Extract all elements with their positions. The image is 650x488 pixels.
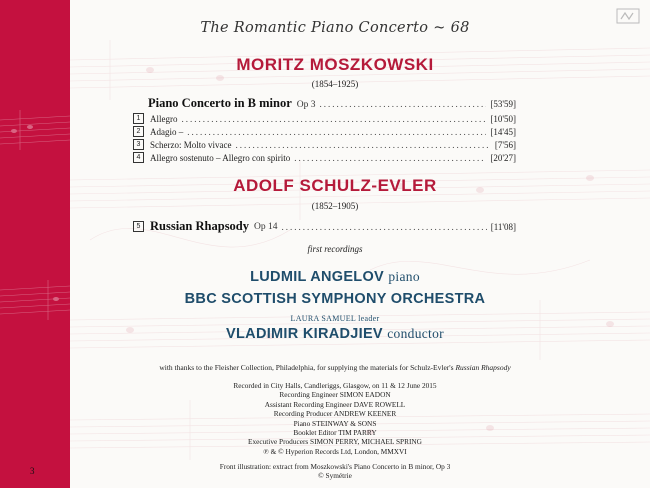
dot-leader	[294, 153, 486, 163]
track-row-russian-rhapsody	[133, 219, 516, 234]
credit-line: Recording Engineer SIMON EADON	[279, 390, 391, 400]
credit-line: Recording Producer ANDREW KEENER	[273, 409, 397, 419]
credit-line: Piano STEINWAY & SONS	[293, 418, 377, 428]
credit-line: ℗ & © Hyperion Records Ltd, London, MMXVI	[263, 446, 407, 456]
track-row	[133, 126, 516, 137]
conductor-line	[130, 326, 540, 342]
track-row	[133, 152, 516, 163]
track-row	[133, 113, 516, 124]
soloist-role: piano	[388, 269, 420, 284]
orchestra-leader: LAURA SAMUEL leader	[290, 314, 380, 323]
composer-name-moszkowski: MORITZ MOSZKOWSKI	[236, 55, 434, 74]
hyperion-logo-icon	[616, 8, 640, 24]
track-row	[133, 139, 516, 150]
track-opus: Op 14	[254, 221, 278, 232]
front-illustration-credit	[150, 462, 520, 481]
work-duration: [53'59]	[490, 99, 516, 109]
track-number: 5	[133, 221, 144, 232]
acknowledgement-work-title: Russian Rhapsody	[455, 363, 511, 372]
track-duration: [11'08]	[490, 221, 516, 232]
orchestra-name: BBC SCOTTISH SYMPHONY ORCHESTRA	[184, 291, 486, 307]
dot-leader	[235, 140, 490, 150]
work-opus: Op 3	[296, 100, 316, 110]
track-number: 3	[133, 139, 144, 150]
front-illustration-line: Front illustration: extract from Moszkowski's Piano Concerto in B minor, Op 3	[219, 462, 451, 471]
conductor-role: conductor	[387, 326, 444, 341]
first-recordings-note: first recordings	[307, 244, 363, 254]
acknowledgement-text: with thanks to the Fleisher Collection, Philadelphia, for supplying the materials for Schulz-Evler's	[159, 363, 456, 372]
credit-line: Recorded in City Halls, Candleriggs, Glasgow, on 11 & 12 June 2015	[233, 381, 437, 390]
soloist-name: LUDMIL ANGELOV	[250, 269, 385, 285]
track-number: 4	[133, 152, 144, 163]
composer-dates-moszkowski: (1854–1925)	[311, 79, 359, 89]
credit-line: Executive Producers SIMON PERRY, MICHAEL SPRING	[248, 437, 422, 447]
track-duration: [20'27]	[490, 152, 516, 163]
composer-name-schulz-evler: ADOLF SCHULZ-EVLER	[233, 176, 437, 195]
front-illustration-copyright: © Symétrie	[318, 471, 352, 481]
dot-leader	[282, 222, 487, 232]
track-title: Allegro	[150, 113, 178, 124]
soloist-line	[130, 269, 540, 285]
crimson-side-bar	[0, 0, 70, 488]
dot-leader	[182, 114, 487, 124]
dot-leader	[320, 99, 487, 109]
track-title: Scherzo: Molto vivace	[150, 139, 232, 150]
credit-line: Assistant Recording Engineer DAVE ROWELL	[264, 399, 406, 409]
dot-leader	[187, 127, 486, 137]
conductor-name: VLADIMIR KIRADJIEV	[226, 326, 383, 342]
acknowledgement	[100, 363, 570, 372]
work-row-piano-concerto	[148, 96, 516, 111]
track-number: 1	[133, 113, 144, 124]
work-title: Piano Concerto in B minor	[148, 96, 292, 110]
page-number: 3	[30, 466, 35, 476]
series-title: The Romantic Piano Concerto ~ 68	[200, 20, 470, 36]
score-illustration-bar	[0, 0, 70, 488]
track-title: Allegro sostenuto – Allegro con spirito	[150, 152, 291, 163]
track-title: Adagio –	[150, 126, 184, 137]
credit-line: Booklet Editor TIM PARRY	[293, 428, 377, 438]
track-duration: [7'56]	[494, 139, 516, 150]
track-duration: [10'50]	[490, 113, 516, 124]
track-title: Russian Rhapsody	[150, 219, 250, 233]
track-duration: [14'45]	[490, 126, 516, 137]
recording-credits	[150, 381, 520, 456]
track-number: 2	[133, 126, 144, 137]
composer-dates-schulz-evler: (1852–1905)	[311, 201, 359, 211]
